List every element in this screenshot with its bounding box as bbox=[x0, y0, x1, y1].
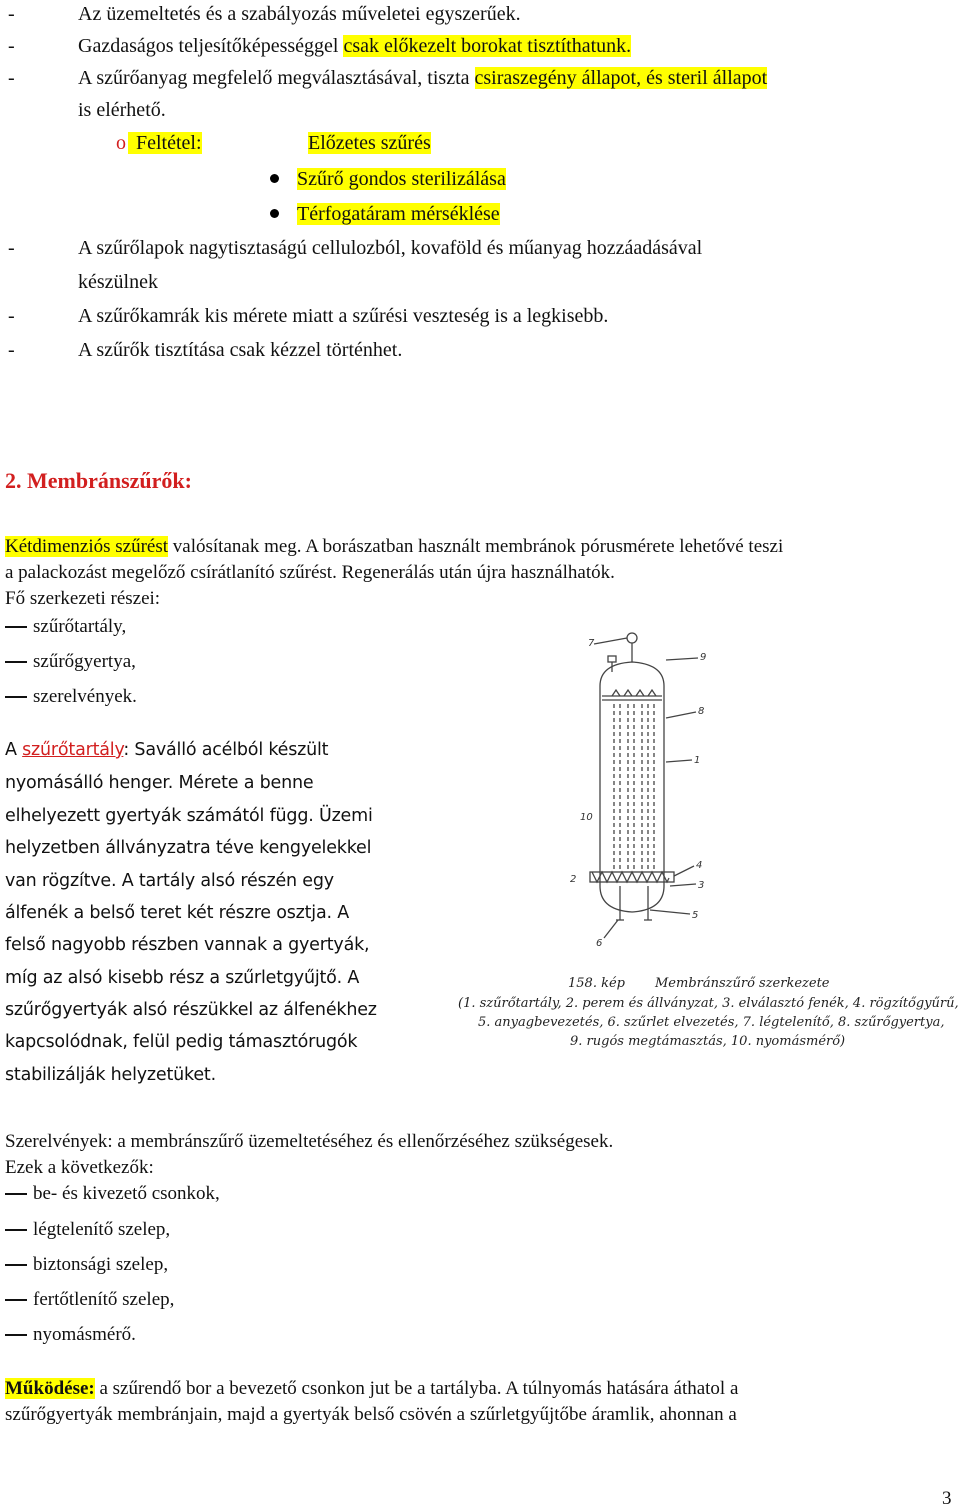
list-item: szűrőgyertya, bbox=[5, 650, 136, 673]
list-item: biztonsági szelep, bbox=[5, 1253, 168, 1276]
dash-bullet-icon bbox=[5, 626, 27, 628]
list-item-text: A szűrők tisztítása csak kézzel történhet. bbox=[78, 339, 403, 361]
tank-line: míg az alsó kisebb rész a szűrletgyűjtő. A bbox=[5, 968, 360, 988]
dash-bullet-icon bbox=[5, 661, 27, 663]
tank-line: szűrőgyertyák alsó részükkel az álfenékhez bbox=[5, 1000, 377, 1020]
fittings-line: Szerelvények: a membránszűrő üzemeltetéséhez és ellenőrzéséhez szükségesek. bbox=[5, 1131, 614, 1152]
membrane-filter-drawing bbox=[520, 620, 760, 965]
list-item-text: Az üzemeltetés és a szabályozás műveletei egyszerűek. bbox=[78, 3, 521, 25]
page-number: 3 bbox=[942, 1488, 952, 1509]
callout-label: 4 bbox=[696, 860, 703, 871]
bullet-icon bbox=[270, 209, 279, 218]
list-item: be- és kivezető csonkok, bbox=[5, 1182, 220, 1205]
membrane-filter-figure bbox=[520, 620, 760, 965]
condition-label: Feltétel: bbox=[128, 132, 202, 154]
tank-line: van rögzítve. A tartály alsó részén egy bbox=[5, 871, 334, 891]
tank-heading: szűrőtartály bbox=[22, 740, 124, 760]
highlighted-text: Kétdimenziós szűrést bbox=[5, 536, 169, 557]
callout-label: 9 bbox=[700, 652, 707, 663]
dash-bullet-icon bbox=[5, 1229, 27, 1231]
callout-label: 2 bbox=[570, 874, 577, 885]
operation-line: szűrőgyertyák membránjain, majd a gyertyák belső csövén a szűrletgyűjtőbe áramlik, ahonnan a bbox=[5, 1404, 737, 1425]
tank-line: nyomásálló henger. Mérete a benne bbox=[5, 773, 314, 793]
intro-line: Fő szerkezeti részei: bbox=[5, 588, 161, 609]
list-item: - Gazdaságos teljesítőképességgel csak előkezelt borokat tisztíthatunk. bbox=[8, 35, 632, 57]
fittings-line: Ezek a következők: bbox=[5, 1157, 154, 1178]
highlighted-text: csak előkezelt borokat tisztíthatunk. bbox=[343, 35, 632, 57]
tank-line: A szűrőtartály: Saválló acélból készült bbox=[5, 740, 329, 760]
list-item-text: A szűrőlapok nagytisztaságú cellulozból, kovaföld és műanyag hozzáadásával bbox=[78, 237, 703, 259]
callout-label: 1 bbox=[694, 755, 701, 766]
figure-caption-title: 158. kép Membránszűrő szerkezete bbox=[568, 976, 830, 991]
list-item: - A szűrőkamrák kis mérete miatt a szűrési veszteség is a legkisebb. bbox=[8, 305, 609, 327]
dash-bullet-icon bbox=[5, 1193, 27, 1195]
list-item-text: A szűrőkamrák kis mérete miatt a szűrési veszteség is a legkisebb. bbox=[78, 305, 609, 327]
callout-label: 3 bbox=[698, 880, 705, 891]
tank-line: elhelyezett gyertyák számától függ. Üzemi bbox=[5, 806, 373, 826]
dash-bullet-icon bbox=[5, 1334, 27, 1336]
list-item: fertőtlenítő szelep, bbox=[5, 1288, 174, 1311]
tank-line: álfenék a belső teret két részre osztja. A bbox=[5, 903, 349, 923]
list-item: szűrőtartály, bbox=[5, 615, 126, 638]
condition-item: Szűrő gondos sterilizálása bbox=[297, 168, 506, 190]
list-item-continuation: készülnek bbox=[78, 271, 158, 293]
highlighted-text: csiraszegény állapot, és steril állapot bbox=[474, 67, 768, 89]
figure-caption-line: 9. rugós megtámasztás, 10. nyomásmérő) bbox=[570, 1034, 846, 1049]
operation-label: Működése: bbox=[5, 1378, 95, 1399]
figure-caption-line: (1. szűrőtartály, 2. perem és állványzat, 3. elválasztó fenék, 4. rögzítőgyűrű, bbox=[458, 996, 959, 1011]
condition-item: Előzetes szűrés bbox=[308, 132, 431, 154]
list-item-continuation: is elérhető. bbox=[78, 99, 166, 121]
intro-line: Kétdimenziós szűrést valósítanak meg. A borászatban használt membránok pórusmérete lehetővé teszi bbox=[5, 536, 784, 557]
callout-label: 7 bbox=[588, 638, 595, 649]
tank-line: stabilizálják helyzetüket. bbox=[5, 1065, 216, 1085]
list-item: légtelenítő szelep, bbox=[5, 1218, 170, 1241]
list-item: szerelvények. bbox=[5, 685, 137, 708]
intro-line: a palackozást megelőző csírátlanító szűrést. Regenerálás után újra használhatók. bbox=[5, 562, 615, 583]
tank-line: felső nagyobb részben vannak a gyertyák, bbox=[5, 935, 370, 955]
list-item: - Az üzemeltetés és a szabályozás műveletei egyszerűek. bbox=[8, 3, 521, 25]
list-item: - A szűrőlapok nagytisztaságú cellulozból, kovaföld és műanyag hozzáadásával bbox=[8, 237, 703, 259]
tank-line: kapcsolódnak, felül pedig támasztórugók bbox=[5, 1032, 358, 1052]
list-item: - A szűrők tisztítása csak kézzel történhet. bbox=[8, 339, 403, 361]
condition-block bbox=[116, 131, 202, 155]
list-item: nyomásmérő. bbox=[5, 1323, 136, 1346]
condition-item: Térfogatáram mérséklése bbox=[297, 203, 500, 225]
bullet-icon bbox=[270, 174, 279, 183]
circle-bullet-icon: o bbox=[116, 132, 126, 154]
callout-label: 6 bbox=[596, 938, 603, 949]
tank-line: helyzetben állványzatra téve kengyelekkel bbox=[5, 838, 372, 858]
section-heading: 2. Membránszűrők: bbox=[5, 468, 192, 493]
dash-bullet-icon bbox=[5, 696, 27, 698]
callout-label: 10 bbox=[580, 812, 593, 823]
list-item: - A szűrőanyag megfelelő megválasztásával, tiszta csiraszegény állapot, és steril állapot bbox=[8, 67, 768, 89]
dash-bullet-icon bbox=[5, 1299, 27, 1301]
operation-line: Működése: a szűrendő bor a bevezető csonkon jut be a tartályba. A túlnyomás hatására áthatol a bbox=[5, 1378, 739, 1399]
figure-caption-line: 5. anyagbevezetés, 6. szűrlet elvezetés, 7. légtelenítő, 8. szűrőgyertya, bbox=[478, 1015, 945, 1030]
dash-bullet-icon bbox=[5, 1264, 27, 1266]
callout-label: 5 bbox=[692, 910, 699, 921]
callout-label: 8 bbox=[698, 706, 705, 717]
